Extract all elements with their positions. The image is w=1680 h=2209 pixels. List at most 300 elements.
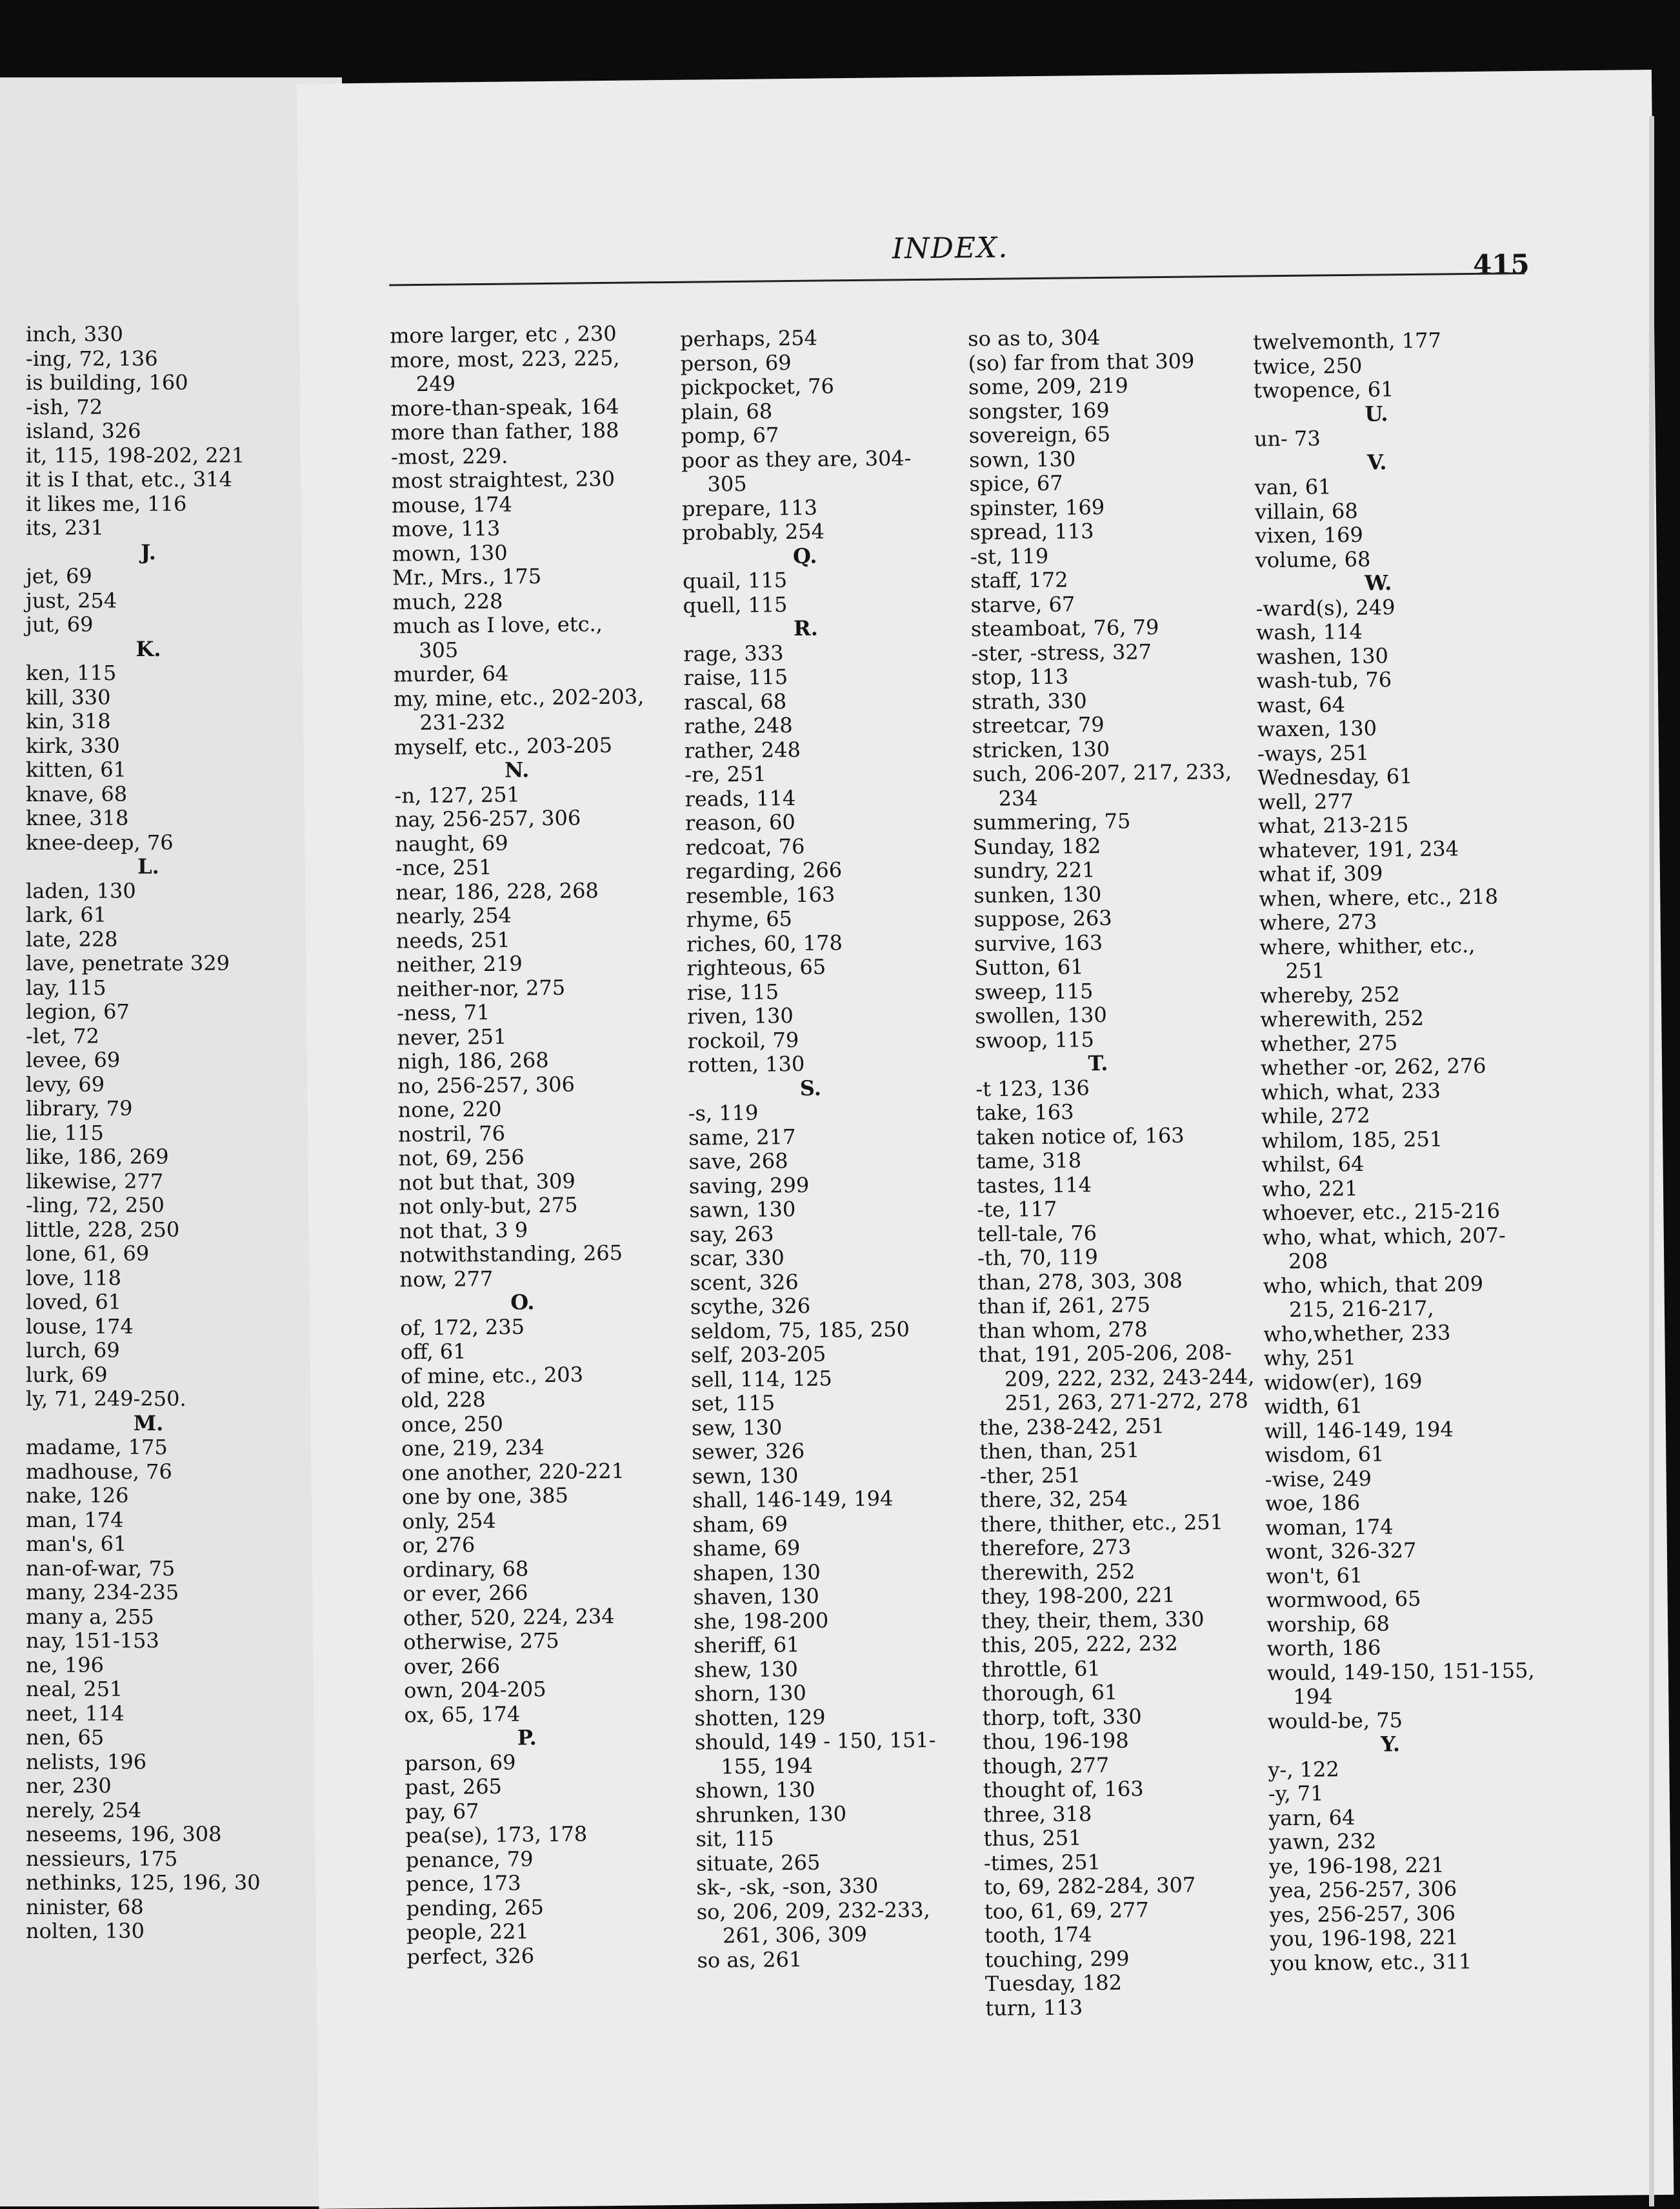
index-entry: righteous, 65 [686,954,826,981]
index-entry: ken, 115 [26,661,117,685]
index-entry: touching, 299 [985,1946,1130,1972]
index-entry: say, 263 [689,1221,774,1247]
index-entry: lie, 115 [26,1120,104,1145]
index-entry: only, 254 [402,1508,496,1534]
index-entry: seldom, 75, 185, 250 [690,1316,910,1344]
index-entry: louse, 174 [26,1314,134,1339]
index-entry: more, most, 223, 225, [390,345,620,373]
index-entry: madhouse, 76 [26,1459,172,1484]
index-entry: -ster, -stress, 327 [971,639,1152,666]
index-entry: nan-of-war, 75 [26,1555,175,1581]
index-entry: Mr., Mrs., 175 [392,564,542,590]
index-entry: Wednesday, 61 [1257,763,1413,790]
index-entry: therefore, 273 [980,1534,1132,1561]
index-entry: none, 220 [397,1096,502,1123]
index-entry: loved, 61 [26,1290,122,1314]
section-letter: R. [793,615,818,641]
index-entry: other, 520, 224, 234 [403,1603,615,1630]
index-entry: so, 206, 209, 232-233, [696,1897,930,1924]
index-entry: or ever, 266 [403,1580,528,1606]
index-entry: shame, 69 [692,1535,801,1561]
index-entry: pay, 67 [405,1798,479,1824]
section-letter: U. [1365,401,1388,426]
header-rule [389,272,1525,286]
index-entry: rage, 333 [683,640,784,666]
index-entry: needs, 251 [395,927,510,953]
index-entry: 155, 194 [721,1753,814,1779]
index-entry: more larger, etc , 230 [389,321,617,348]
index-entry: mouse, 174 [391,492,513,517]
index-entry: sewer, 326 [692,1438,805,1464]
index-entry: so as to, 304 [967,325,1101,352]
index-entry: prepare, 113 [681,495,818,521]
index-entry: person, 69 [680,350,792,376]
index-entry: poor as they are, 304- [681,445,912,473]
section-letter: V. [1366,449,1387,475]
index-entry: many, 234-235 [26,1580,179,1604]
index-entry: no, 256-257, 306 [397,1072,575,1098]
index-entry: tooth, 174 [984,1922,1092,1948]
index-entry: sunken, 130 [974,881,1102,908]
index-entry: one by one, 385 [401,1483,569,1510]
index-entry: penance, 79 [405,1846,534,1872]
index-entry: songster, 169 [968,397,1110,424]
index-entry: Tuesday, 182 [985,1970,1123,1996]
index-entry: nethinks, 125, 196, 30 [26,1870,261,1895]
page-number: 415 [1472,248,1530,281]
index-page [297,70,1674,2209]
index-entry: same, 217 [688,1124,796,1150]
index-entry: stop, 113 [971,664,1069,690]
index-entry: sovereign, 65 [968,421,1111,448]
index-entry: of, 172, 235 [399,1314,525,1340]
index-entry: now, 277 [399,1266,494,1292]
index-entry: levee, 69 [26,1048,121,1072]
index-entry: washen, 130 [1256,643,1389,669]
index-entry: yes, 256-257, 306 [1269,1900,1456,1927]
index-entry: ner, 230 [26,1774,112,1798]
previous-page-column [26,323,271,1944]
index-entry: much as I love, etc., [392,612,603,639]
index-entry: suppose, 263 [974,905,1112,932]
index-entry: why, 251 [1263,1344,1357,1371]
index-entry: though, 277 [983,1752,1110,1779]
index-entry: my, mine, etc., 202-203, [393,683,645,711]
index-entry: tastes, 114 [976,1172,1092,1198]
index-entry: set, 115 [691,1390,775,1416]
index-entry: past, 265 [405,1774,503,1800]
index-entry: kill, 330 [26,685,111,710]
index-entry: twelvemonth, 177 [1253,328,1442,355]
index-entry: van, 61 [1254,474,1332,500]
index-entry: neet, 114 [26,1701,125,1726]
index-entry: wast, 64 [1256,692,1346,717]
index-entry: 251 [1285,958,1325,984]
index-entry: more-than-speak, 164 [390,394,619,421]
index-entry: save, 268 [688,1148,788,1174]
index-entry: 305 [707,471,747,497]
index-column-2 [680,325,943,1973]
index-entry: lave, penetrate 329 [26,951,230,975]
index-entry: riven, 130 [686,1003,794,1029]
index-entry: than whom, 278 [978,1316,1148,1343]
index-entry: -y, 71 [1268,1781,1324,1806]
index-entry: ly, 71, 249-250. [26,1386,186,1411]
index-entry: kitten, 61 [26,757,126,782]
index-entry: starve, 67 [970,591,1075,617]
index-entry: riches, 60, 178 [686,930,843,957]
index-entry: -ways, 251 [1257,740,1370,766]
index-entry: volume, 68 [1255,546,1371,572]
index-entry: when, where, etc., 218 [1259,884,1499,911]
index-entry: staff, 172 [970,567,1068,594]
index-entry: jut, 69 [26,612,94,637]
index-entry: nay, 256-257, 306 [394,805,581,832]
index-entry: which, what, 233 [1261,1078,1441,1104]
index-entry: shew, 130 [694,1656,798,1683]
index-column-3 [968,325,1261,2021]
index-entry: you, 196-198, 221 [1269,1924,1459,1952]
index-entry: -let, 72 [26,1023,99,1048]
index-entry: villain, 68 [1254,498,1358,524]
index-entry: therewith, 252 [981,1559,1135,1585]
index-entry: 231-232 [419,709,506,735]
section-letter: K. [135,636,161,661]
index-entry: reads, 114 [685,785,796,812]
index-entry: nessieurs, 175 [26,1846,178,1871]
index-entry: -ness, 71 [396,999,490,1026]
index-entry: this, 205, 222, 232 [981,1630,1178,1658]
index-entry: not that, 3 9 [399,1217,528,1243]
index-entry: neal, 251 [26,1677,123,1701]
index-entry: -ish, 72 [26,394,103,419]
index-entry: worship, 68 [1266,1610,1390,1637]
index-entry: move, 113 [392,515,501,542]
index-entry: would, 149-150, 151-155, [1266,1657,1535,1685]
index-entry: width, 61 [1264,1393,1363,1419]
index-entry: kin, 318 [26,709,111,734]
index-entry: sit, 115 [695,1826,774,1852]
index-entry: jet, 69 [26,564,92,588]
index-entry: yawn, 232 [1268,1828,1377,1855]
index-entry: you know, etc., 311 [1270,1948,1472,1975]
index-entry: whereby, 252 [1259,981,1400,1008]
index-entry: knee, 318 [26,806,129,830]
index-entry: -re, 251 [685,761,766,787]
index-entry: probably, 254 [682,519,825,545]
index-entry: 305 [419,637,459,663]
index-entry: madame, 175 [26,1435,168,1459]
index-entry: ne, 196 [26,1652,104,1677]
index-entry: they, their, them, 330 [981,1606,1205,1634]
index-entry: much, 228 [392,588,503,614]
index-entry: sawn, 130 [689,1196,796,1223]
index-entry: than, 278, 303, 308 [977,1268,1183,1295]
index-entry: murder, 64 [393,661,509,687]
index-entry: 251, 263, 271-272, 278 [1005,1388,1248,1415]
index-entry: tell-tale, 76 [977,1220,1097,1246]
index-entry: nay, 151-153 [26,1628,159,1653]
index-entry: steamboat, 76, 79 [970,615,1159,642]
index-entry: widow(er), 169 [1263,1368,1423,1395]
index-entry: levy, 69 [26,1072,105,1097]
index-entry: three, 318 [983,1801,1092,1827]
index-entry: pickpocket, 76 [680,374,835,400]
index-entry: pence, 173 [406,1870,521,1897]
index-entry: thorp, toft, 330 [982,1703,1142,1730]
index-entry: late, 228 [26,926,118,952]
index-entry: will, 146-149, 194 [1264,1416,1454,1443]
index-entry: love, 118 [26,1265,121,1290]
index-entry: scythe, 326 [690,1293,811,1319]
index-entry: scar, 330 [689,1245,785,1271]
section-letter: S. [799,1075,822,1101]
index-entry: neither, 219 [396,951,523,977]
index-entry: turn, 113 [985,1994,1083,2021]
index-entry: quell, 115 [683,592,788,618]
index-entry: inch, 330 [26,322,123,346]
index-entry: lone, 61, 69 [26,1241,150,1266]
index-column-4 [1253,328,1537,1975]
index-entry: 194 [1293,1684,1333,1709]
index-entry: thorough, 61 [981,1679,1118,1706]
index-entry: mown, 130 [392,540,508,566]
section-letter: Q. [792,543,817,568]
index-entry: likewise, 277 [26,1168,164,1194]
index-entry: what, 213-215 [1257,812,1409,839]
index-entry: 208 [1288,1248,1328,1274]
index-entry: old, 228 [401,1387,486,1413]
index-entry: throttle, 61 [981,1655,1101,1682]
index-entry: -ling, 72, 250 [26,1193,165,1217]
index-entry: such, 206-207, 217, 233, [972,759,1232,787]
index-entry: y-, 122 [1268,1756,1339,1782]
index-entry: it, 115, 198-202, 221 [26,443,245,468]
index-entry: -ther, 251 [979,1462,1081,1488]
index-entry: nearly, 254 [395,903,512,929]
index-entry: sewn, 130 [692,1463,799,1489]
index-entry: swoop, 115 [975,1026,1095,1053]
index-entry: knave, 68 [26,781,128,806]
index-entry: not only-but, 275 [399,1192,578,1219]
index-entry: lark, 61 [26,903,107,927]
index-entry: redcoat, 76 [685,834,805,860]
index-entry: otherwise, 275 [403,1628,559,1655]
index-entry: wherewith, 252 [1260,1005,1425,1032]
index-entry: notwithstanding, 265 [399,1240,623,1268]
index-entry: -s, 119 [688,1100,759,1126]
index-entry: rathe, 248 [684,713,793,739]
index-entry: there, thither, etc., 251 [980,1509,1224,1537]
index-entry: where, 273 [1259,909,1377,935]
index-entry: whilst, 64 [1261,1151,1365,1177]
index-entry: parson, 69 [405,1750,516,1775]
index-entry: taken notice of, 163 [975,1123,1185,1150]
index-entry: perhaps, 254 [679,325,818,352]
index-entry: lay, 115 [26,975,106,1000]
index-entry: Sutton, 61 [974,954,1084,981]
index-entry: spread, 113 [970,519,1094,545]
index-entry: scent, 326 [690,1269,799,1295]
index-entry: sweep, 115 [974,978,1094,1005]
index-entry: resemble, 163 [686,881,835,908]
index-entry: nigh, 186, 268 [397,1047,549,1074]
index-entry: rhyme, 65 [686,906,793,932]
index-entry: -ing, 72, 136 [26,346,158,371]
index-entry: shall, 146-149, 194 [692,1486,894,1513]
index-entry: rise, 115 [686,979,779,1005]
index-entry: reason, 60 [685,809,795,835]
section-letter: M. [133,1410,164,1435]
index-entry: not, 69, 256 [398,1144,525,1171]
section-letter: L. [137,854,159,879]
index-entry: or, 276 [402,1532,475,1558]
index-entry: library, 79 [26,1096,133,1121]
index-entry: -n, 127, 251 [394,781,521,808]
index-entry: 209, 222, 232, 243-244, [1004,1364,1255,1392]
index-entry: whether -or, 262, 276 [1260,1053,1486,1081]
index-entry: raise, 115 [683,665,788,690]
index-entry: 249 [415,371,456,397]
index-entry: once, 250 [401,1411,504,1437]
index-entry: man's, 61 [26,1532,127,1556]
index-entry: while, 272 [1261,1103,1370,1129]
index-entry: wormwood, 65 [1266,1586,1421,1613]
index-entry: then, than, 251 [979,1437,1140,1464]
section-letter: W. [1364,570,1392,595]
index-entry: one, 219, 234 [401,1435,545,1461]
index-entry: woman, 174 [1265,1514,1394,1540]
index-entry: -t 123, 136 [975,1075,1090,1101]
index-entry: situate, 265 [695,1850,821,1876]
index-entry: own, 204-205 [403,1677,546,1703]
index-entry: near, 186, 228, 268 [395,877,599,905]
index-entry: is building, 160 [26,370,188,395]
index-entry: nelists, 196 [26,1749,147,1774]
index-entry: rascal, 68 [683,688,787,715]
index-entry: rockoil, 79 [687,1027,799,1054]
index-entry: (so) far from that 309 [968,348,1195,375]
index-entry: worth, 186 [1266,1635,1381,1661]
index-entry: knee-deep, 76 [26,830,174,855]
index-entry: shrunken, 130 [695,1801,847,1828]
index-entry: survive, 163 [974,930,1103,956]
index-entry: just, 254 [26,588,117,613]
index-entry: they, 198-200, 221 [981,1582,1175,1610]
index-entry: ox, 65, 174 [404,1701,521,1727]
index-entry: -te, 117 [977,1196,1057,1223]
index-entry: so as, 261 [697,1946,803,1973]
index-entry: myself, etc., 203-205 [394,732,613,759]
index-entry: most straightest, 230 [391,466,615,494]
index-entry: nerely, 254 [26,1797,142,1823]
index-entry: shapen, 130 [693,1559,821,1586]
index-entry: nake, 126 [26,1483,129,1508]
index-entry: what if, 309 [1258,861,1383,887]
index-entry: plain, 68 [681,398,773,425]
index-entry: wont, 326-327 [1265,1537,1417,1564]
section-letter: T. [1088,1050,1108,1076]
index-entry: -th, 70, 119 [977,1244,1099,1271]
index-entry: thought of, 163 [983,1776,1144,1803]
index-entry: take, 163 [975,1099,1074,1126]
section-letter: J. [141,539,156,565]
index-entry: too, 61, 69, 277 [984,1897,1149,1924]
index-column-1 [390,321,657,1969]
index-entry: where, whither, etc., [1259,932,1475,959]
index-entry: shaven, 130 [693,1583,819,1610]
index-entry: wash, 114 [1255,619,1363,645]
page-edge [1649,116,1654,2206]
index-entry: would-be, 75 [1267,1707,1403,1734]
index-entry: kirk, 330 [26,733,120,758]
index-entry: sown, 130 [968,446,1076,472]
index-entry: summering, 75 [972,808,1131,835]
index-entry: pomp, 67 [681,423,779,448]
index-entry: who, 221 [1261,1175,1358,1201]
index-entry: who, what, which, 207- [1262,1222,1506,1250]
index-entry: Sunday, 182 [973,833,1101,859]
index-entry: never, 251 [397,1024,507,1050]
index-entry: island, 326 [26,419,141,443]
section-letter: P. [517,1725,537,1750]
index-entry: perfect, 326 [406,1943,535,1969]
index-entry: off, 61 [400,1339,466,1364]
index-entry: the, 238-242, 251 [979,1413,1165,1440]
index-entry: -st, 119 [970,543,1049,569]
index-entry: spice, 67 [969,470,1063,497]
index-entry: its, 231 [26,515,104,540]
index-entry: spinster, 169 [969,494,1105,521]
index-entry: nostril, 76 [397,1121,506,1146]
index-entry: streetcar, 79 [972,712,1105,739]
index-entry: neseems, 196, 308 [26,1822,222,1846]
index-entry: over, 266 [403,1653,501,1679]
index-entry: -most, 229. [390,443,508,470]
index-entry: neither-nor, 275 [396,975,566,1001]
section-letter: O. [510,1290,535,1315]
index-entry: whatever, 191, 234 [1258,835,1459,863]
index-entry: 261, 306, 309 [722,1921,868,1948]
index-entry: whether, 275 [1260,1030,1398,1056]
index-entry: rather, 248 [684,737,801,763]
index-entry: there, 32, 254 [979,1486,1128,1513]
index-entry: little, 228, 250 [26,1217,180,1242]
index-entry: to, 69, 282-284, 307 [984,1872,1196,1899]
index-entry: -wise, 249 [1265,1466,1372,1492]
index-entry: should, 149 - 150, 151- [694,1727,936,1755]
index-entry: shorn, 130 [694,1680,806,1706]
index-entry: whilom, 185, 251 [1261,1126,1443,1153]
previous-page [0,77,342,2206]
index-entry: many a, 255 [26,1604,154,1629]
index-entry: ninister, 68 [26,1894,144,1919]
index-entry: that, 191, 205-206, 208- [978,1339,1232,1368]
index-entry: yarn, 64 [1268,1804,1355,1830]
index-entry: 215, 216-217, [1288,1295,1434,1322]
index-entry: she, 198-200 [693,1608,829,1634]
index-entry: ordinary, 68 [402,1555,529,1582]
index-entry: of mine, etc., 203 [400,1361,584,1388]
index-entry: laden, 130 [26,878,136,903]
section-letter: Y. [1380,1732,1401,1757]
index-entry: yea, 256-257, 306 [1269,1876,1457,1903]
index-entry: -nce, 251 [395,854,492,881]
index-entry: nen, 65 [26,1725,105,1750]
index-entry: swollen, 130 [974,1002,1107,1029]
index-entry: rotten, 130 [687,1051,805,1077]
index-entry: tame, 318 [976,1148,1082,1174]
